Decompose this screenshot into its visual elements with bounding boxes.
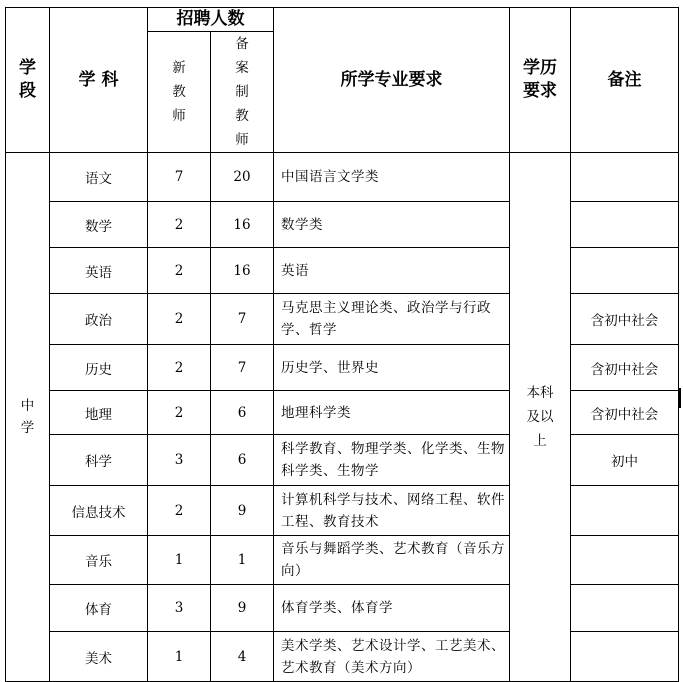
major-requirement: 马克思主义理论类、政治学与行政学、哲学 bbox=[274, 294, 510, 345]
major-requirement: 美术学类、艺术设计学、工艺美术、艺术教育（美术方向） bbox=[274, 632, 510, 682]
filed-teacher-count: 7 bbox=[211, 345, 274, 391]
new-teacher-count: 2 bbox=[148, 391, 211, 435]
remark-cell bbox=[571, 536, 679, 585]
education-cell: 本科及以上 bbox=[510, 153, 571, 682]
table-row bbox=[6, 486, 679, 536]
new-teacher-count: 2 bbox=[148, 345, 211, 391]
new-teacher-count: 1 bbox=[148, 632, 211, 682]
new-teacher-count: 1 bbox=[148, 536, 211, 585]
filed-teacher-count: 20 bbox=[211, 153, 274, 202]
table-row bbox=[6, 632, 679, 682]
header-subject: 学 科 bbox=[50, 8, 148, 153]
remark-cell: 含初中社会 bbox=[571, 391, 679, 435]
filed-teacher-count: 16 bbox=[211, 202, 274, 248]
remark-cell: 初中 bbox=[571, 435, 679, 486]
subject-cell: 信息技术 bbox=[50, 486, 148, 536]
remark-cell: 含初中社会 bbox=[571, 294, 679, 345]
filed-teacher-count: 6 bbox=[211, 435, 274, 486]
subject-cell: 数学 bbox=[50, 202, 148, 248]
major-requirement: 中国语言文学类 bbox=[274, 153, 510, 202]
filed-teacher-count: 7 bbox=[211, 294, 274, 345]
major-requirement: 历史学、世界史 bbox=[274, 345, 510, 391]
header-major: 所学专业要求 bbox=[274, 8, 510, 153]
new-teacher-count: 2 bbox=[148, 248, 211, 294]
remark-cell bbox=[571, 632, 679, 682]
new-teacher-count: 2 bbox=[148, 202, 211, 248]
table-row bbox=[6, 585, 679, 632]
header-recruit-count: 招聘人数 bbox=[148, 8, 274, 32]
table-row bbox=[6, 345, 679, 391]
remark-cell bbox=[571, 202, 679, 248]
subject-cell: 英语 bbox=[50, 248, 148, 294]
edge-mark bbox=[679, 388, 681, 408]
new-teacher-count: 2 bbox=[148, 486, 211, 536]
remark-cell: 含初中社会 bbox=[571, 345, 679, 391]
major-requirement: 数学类 bbox=[274, 202, 510, 248]
major-requirement: 音乐与舞蹈学类、艺术教育（音乐方向） bbox=[274, 536, 510, 585]
recruitment-table bbox=[5, 7, 679, 682]
major-requirement: 英语 bbox=[274, 248, 510, 294]
subject-cell: 美术 bbox=[50, 632, 148, 682]
new-teacher-count: 3 bbox=[148, 585, 211, 632]
table-row bbox=[6, 202, 679, 248]
stage-cell: 中学 bbox=[6, 153, 50, 682]
remark-cell bbox=[571, 248, 679, 294]
table-row bbox=[6, 153, 679, 202]
major-requirement: 计算机科学与技术、网络工程、软件工程、教育技术 bbox=[274, 486, 510, 536]
table-row bbox=[6, 435, 679, 486]
filed-teacher-count: 1 bbox=[211, 536, 274, 585]
subject-cell: 政治 bbox=[50, 294, 148, 345]
table-row bbox=[6, 536, 679, 585]
subject-cell: 体育 bbox=[50, 585, 148, 632]
header-education: 学历要求 bbox=[510, 8, 571, 153]
filed-teacher-count: 9 bbox=[211, 486, 274, 536]
subject-cell: 音乐 bbox=[50, 536, 148, 585]
subject-cell: 历史 bbox=[50, 345, 148, 391]
filed-teacher-count: 9 bbox=[211, 585, 274, 632]
header-remark: 备注 bbox=[571, 8, 679, 153]
remark-cell bbox=[571, 486, 679, 536]
filed-teacher-count: 6 bbox=[211, 391, 274, 435]
subject-cell: 地理 bbox=[50, 391, 148, 435]
header-row-1 bbox=[6, 8, 679, 32]
table-row bbox=[6, 391, 679, 435]
subject-cell: 语文 bbox=[50, 153, 148, 202]
header-new-teacher: 新教师 bbox=[148, 32, 211, 153]
table-row bbox=[6, 294, 679, 345]
remark-cell bbox=[571, 585, 679, 632]
table-row bbox=[6, 248, 679, 294]
major-requirement: 地理科学类 bbox=[274, 391, 510, 435]
header-filed-teacher: 备案制教师 bbox=[211, 32, 274, 153]
subject-cell: 科学 bbox=[50, 435, 148, 486]
new-teacher-count: 3 bbox=[148, 435, 211, 486]
header-stage: 学段 bbox=[6, 8, 50, 153]
major-requirement: 科学教育、物理学类、化学类、生物科学类、生物学 bbox=[274, 435, 510, 486]
new-teacher-count: 2 bbox=[148, 294, 211, 345]
new-teacher-count: 7 bbox=[148, 153, 211, 202]
filed-teacher-count: 16 bbox=[211, 248, 274, 294]
major-requirement: 体育学类、体育学 bbox=[274, 585, 510, 632]
remark-cell bbox=[571, 153, 679, 202]
filed-teacher-count: 4 bbox=[211, 632, 274, 682]
